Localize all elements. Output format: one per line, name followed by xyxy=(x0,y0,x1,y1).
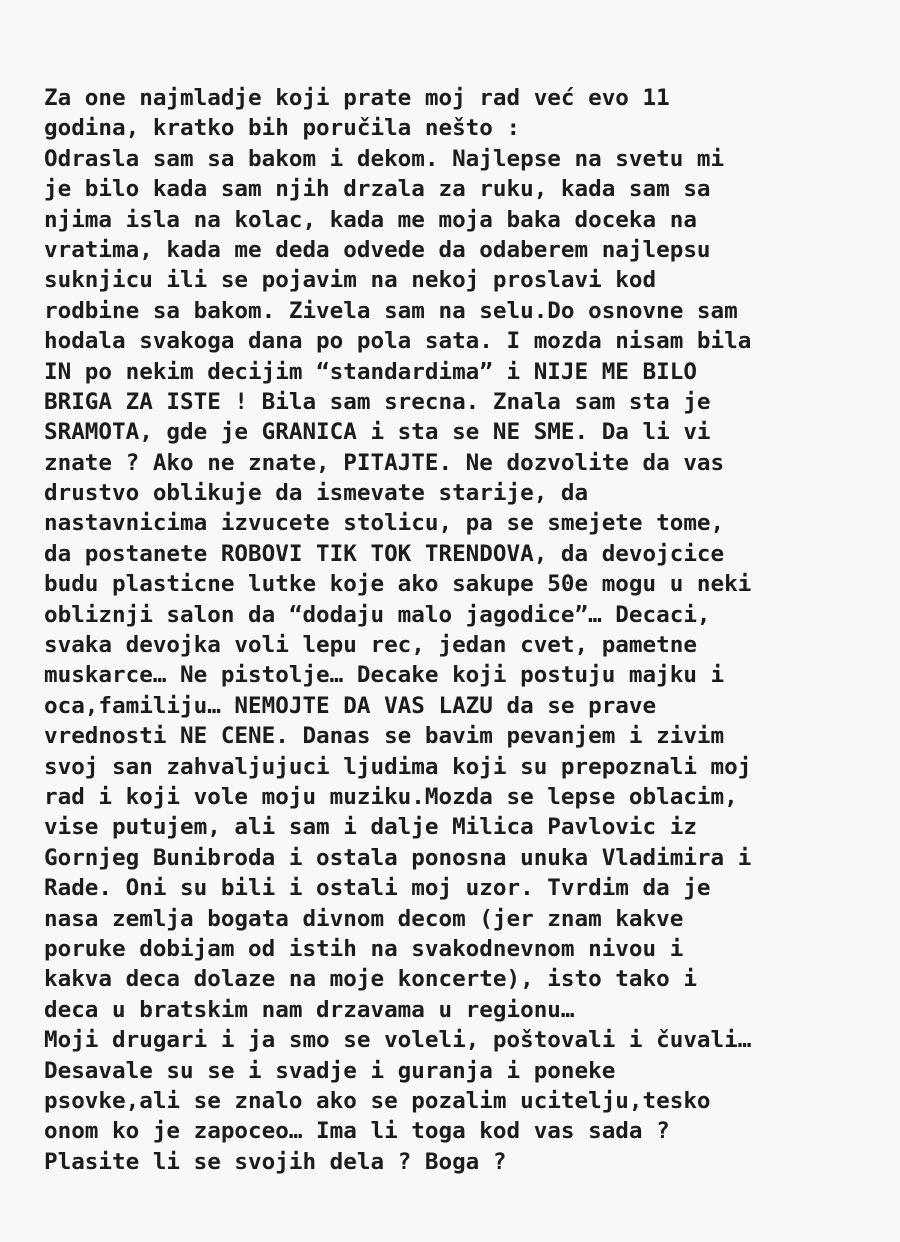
note-line: da postanete ROBOVI TIK TOK TRENDOVA, da devojcice xyxy=(44,540,725,567)
note-line: muskarce… Ne pistolje… Decake koji postuju majku i xyxy=(44,662,725,689)
note-line: rad i koji vole moju muziku.Mozda se lepse oblacim, xyxy=(44,783,738,810)
note-line: psovke,ali se znalo ako se pozalim ucitelju,tesko xyxy=(44,1087,711,1114)
note-line: znate ? Ako ne znate, PITAJTE. Ne dozvolite da vas xyxy=(44,449,725,476)
note-line: svaka devojka voli lepu rec, jedan cvet, pametne xyxy=(44,632,697,659)
note-line: Gornjeg Bunibroda i ostala ponosna unuka Vladimira i xyxy=(44,844,752,871)
note-line: obliznji salon da “dodaju malo jagodice”… Decaci, xyxy=(44,601,711,628)
note-line: deca u bratskim nam drzavama u regionu… xyxy=(44,996,575,1023)
note-line: Rade. Oni su bili i ostali moj uzor. Tvrdim da je xyxy=(44,875,711,902)
note-line: Moji drugari i ja smo se voleli, poštovali i čuvali… xyxy=(44,1027,752,1054)
note-line: BRIGA ZA ISTE ! Bila sam srecna. Znala sam sta je xyxy=(44,388,711,415)
note-line: godina, kratko bih poručila nešto : xyxy=(44,115,521,142)
note-line: nasa zemlja bogata divnom decom (jer znam kakve xyxy=(44,905,684,932)
note-line: njima isla na kolac, kada me moja baka doceka na xyxy=(44,206,697,233)
note-line: SRAMOTA, gde je GRANICA i sta se NE SME. Da li vi xyxy=(44,419,711,446)
note-line: IN po nekim decijim “standardima” i NIJE ME BILO xyxy=(44,358,697,385)
note-line: vratima, kada me deda odvede da odaberem najlepsu xyxy=(44,236,711,263)
note-line: hodala svakoga dana po pola sata. I mozda nisam bila xyxy=(44,328,752,355)
note-line: Odrasla sam sa bakom i dekom. Najlepse na svetu mi xyxy=(44,145,725,172)
note-line: kakva deca dolaze na moje koncerte), isto tako i xyxy=(44,966,697,993)
note-line: oca,familiju… NEMOJTE DA VAS LAZU da se prave xyxy=(44,692,657,719)
note-line: svoj san zahvaljujuci ljudima koji su prepoznali moj xyxy=(44,753,752,780)
note-line: nastavnicima izvucete stolicu, pa se smejete tome, xyxy=(44,510,725,537)
note-line: je bilo kada sam njih drzala za ruku, kada sam sa xyxy=(44,176,711,203)
note-line: vise putujem, ali sam i dalje Milica Pavlovic iz xyxy=(44,814,697,841)
note-line: drustvo oblikuje da ismevate starije, da xyxy=(44,480,589,507)
note-text xyxy=(44,83,884,1177)
note-line: onom ko je zapoceo… Ima li toga kod vas sada ? xyxy=(44,1118,670,1145)
note-line: suknjicu ili se pojavim na nekoj proslavi kod xyxy=(44,267,657,294)
note-line: rodbine sa bakom. Zivela sam na selu.Do osnovne sam xyxy=(44,297,738,324)
note-line: Desavale su se i svadje i guranja i poneke xyxy=(44,1057,616,1084)
note-line: vrednosti NE CENE. Danas se bavim pevanjem i zivim xyxy=(44,723,725,750)
note-line: poruke dobijam od istih na svakodnevnom nivou i xyxy=(44,935,684,962)
note-line: Za one najmladje koji prate moj rad već evo 11 xyxy=(44,85,670,111)
note-line: Plasite li se svojih dela ? Boga ? xyxy=(44,1148,507,1175)
note-line: budu plasticne lutke koje ako sakupe 50e mogu u neki xyxy=(44,571,752,598)
